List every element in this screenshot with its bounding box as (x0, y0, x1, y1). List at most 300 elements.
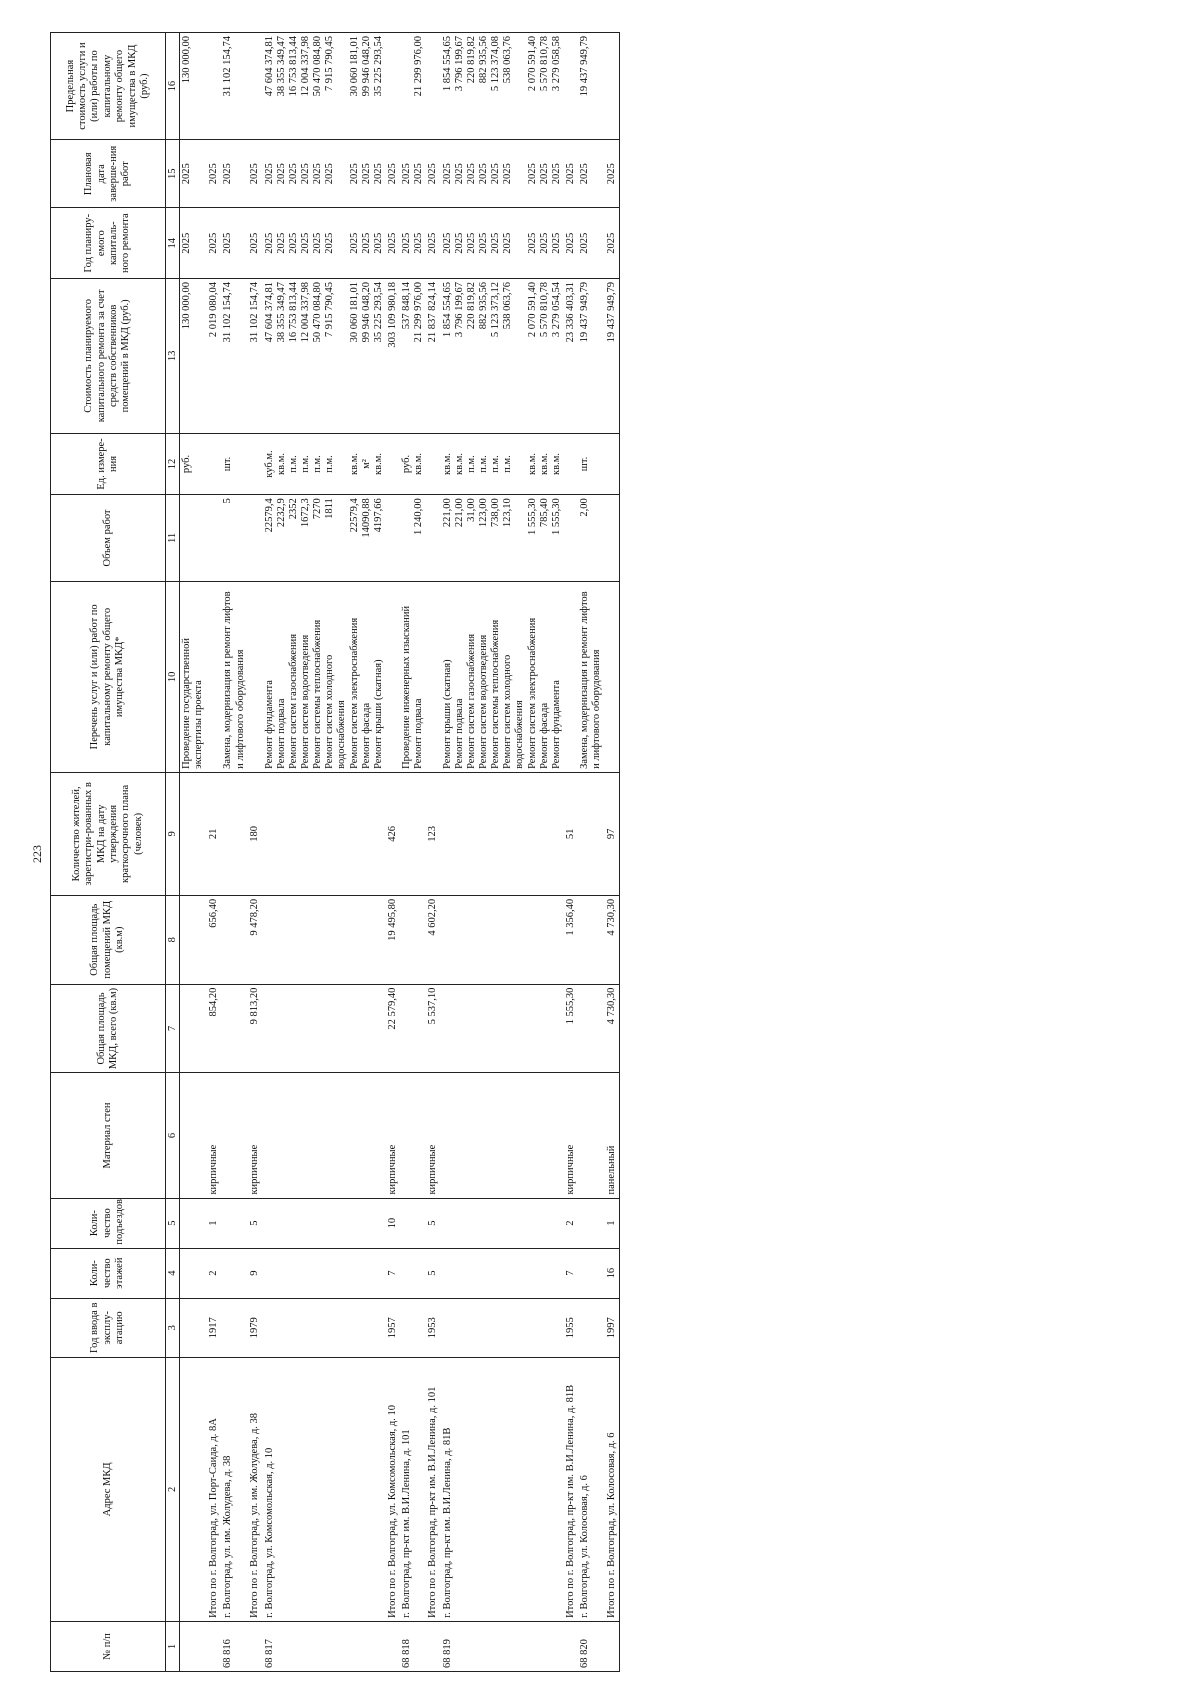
total-area: 854,20 (207, 984, 221, 1073)
unit-cell (564, 433, 578, 494)
completion-date: 2025 (181, 163, 192, 185)
residents (400, 772, 426, 895)
limit-cost (249, 36, 261, 136)
completion-date: 2025 (413, 163, 425, 185)
work-volume: 1811 (323, 498, 335, 519)
planned-year-cell (221, 208, 248, 279)
work-volume: 4197,66 (372, 498, 384, 533)
work-volume: 2,00 (579, 498, 591, 517)
total-area (180, 984, 208, 1073)
completion-date: 2025 (538, 163, 550, 185)
planned-year-cell (207, 208, 221, 279)
limit-cost-cell (221, 33, 248, 140)
planned-year: 2025 (427, 232, 439, 254)
limit-cost: 30 060 181,01 (348, 36, 360, 97)
limit-cost (208, 36, 220, 136)
row-number: 68 819 (441, 1621, 564, 1671)
wall-material: кирпичные (426, 1073, 440, 1198)
completion-date: 2025 (386, 163, 398, 185)
floors: 16 (605, 1248, 620, 1298)
completion-date-cell (386, 140, 400, 208)
column-number: 11 (166, 495, 180, 582)
limit-cost-cell (248, 33, 262, 140)
work-item (208, 585, 220, 769)
address: г. Волгоград, ул. им. Жолудева, д. 38 (221, 1357, 248, 1621)
row-number (564, 1621, 578, 1671)
wall-material (400, 1073, 426, 1198)
premises-area: 9 478,20 (248, 895, 262, 984)
residents: 426 (386, 772, 400, 895)
column-number: 14 (166, 208, 180, 279)
year-built: 1955 (564, 1298, 578, 1357)
limit-cost: 130 000,00 (181, 36, 192, 84)
planned-cost: 220 819,82 (465, 281, 477, 330)
unit: руб. (181, 454, 192, 474)
planned-cost: 7 915 790,45 (323, 281, 335, 338)
planned-year: 2025 (360, 232, 372, 254)
floors: 9 (248, 1248, 262, 1298)
completion-date: 2025 (477, 163, 489, 185)
unit: кв.м. (413, 453, 425, 475)
planned-cost: 31 102 154,74 (249, 281, 261, 343)
planned-cost: 12 004 337,98 (299, 281, 311, 343)
floors (400, 1248, 426, 1298)
limit-cost-cell (400, 33, 426, 140)
work-volume: 123,00 (477, 498, 489, 528)
unit (387, 437, 399, 491)
work-volume: 1 555,30 (526, 498, 538, 535)
work-item-cell (221, 581, 248, 772)
row-number: 68 817 (263, 1621, 386, 1671)
unit: кв.м. (348, 453, 360, 475)
work-volume: 785,40 (538, 498, 550, 528)
planned-year: 2025 (606, 232, 618, 254)
completion-date: 2025 (263, 163, 275, 185)
address (180, 1357, 208, 1621)
year-built: 1979 (248, 1298, 262, 1357)
work-item: Ремонт систем электроснабжения (348, 617, 360, 769)
work-item: Ремонт систем холодного водоснабжения (323, 654, 348, 769)
work-item: Ремонт системы теплоснабжения (489, 619, 501, 769)
completion-date: 2025 (287, 163, 299, 185)
planned-year-cell (564, 208, 578, 279)
completion-date: 2025 (401, 163, 413, 185)
limit-cost: 882 935,56 (477, 36, 489, 84)
work-volume (249, 498, 261, 578)
limit-cost: 12 004 337,98 (299, 36, 311, 97)
row-number (207, 1621, 221, 1671)
column-number-row (166, 33, 180, 1672)
wall-material (578, 1073, 605, 1198)
work-volume: 2352 (287, 498, 299, 520)
unit-cell (248, 433, 262, 494)
unit: п.м. (323, 455, 335, 473)
unit: куб.м. (263, 450, 275, 478)
limit-cost: 538 063,76 (501, 36, 513, 84)
premises-area: 19 495,80 (386, 895, 400, 984)
unit: п.м. (501, 455, 513, 473)
premises-area (578, 895, 605, 984)
work-volume (387, 498, 399, 578)
address-row (578, 33, 605, 1672)
planned-cost: 538 063,76 (501, 281, 513, 330)
limit-cost-cell (263, 33, 386, 140)
completion-date: 2025 (360, 163, 372, 185)
row-number (180, 1621, 208, 1671)
planned-year: 2025 (181, 232, 192, 254)
floors: 7 (564, 1248, 578, 1298)
column-number: 8 (166, 895, 180, 984)
planned-cost: 31 102 154,74 (222, 281, 234, 343)
work-item-cell (400, 581, 426, 772)
unit: м² (360, 459, 372, 469)
planned-year: 2025 (501, 232, 513, 254)
column-number: 2 (166, 1357, 180, 1621)
premises-area: 1 356,40 (564, 895, 578, 984)
unit-cell (207, 433, 221, 494)
planned-cost: 1 854 554,65 (441, 281, 453, 338)
unit-cell (263, 433, 386, 494)
column-header: Плановая дата заверше-ния работ (51, 140, 166, 208)
unit: п.м. (299, 455, 311, 473)
planned-cost-cell (441, 278, 564, 433)
planned-year-cell (180, 208, 208, 279)
planned-cost: 537 848,14 (401, 281, 413, 330)
work-item: Ремонт фундамента (263, 680, 275, 769)
column-number: 15 (166, 140, 180, 208)
work-item: Проведение государственной экспертизы проекта (181, 638, 205, 769)
limit-cost: 16 753 813,44 (287, 36, 299, 97)
completion-date-cell (426, 140, 440, 208)
planned-year: 2025 (287, 232, 299, 254)
entrances: 1 (605, 1198, 620, 1248)
work-volume-cell (180, 495, 208, 582)
completion-date: 2025 (526, 163, 538, 185)
total-area: 5 537,10 (426, 984, 440, 1073)
work-volume-cell (441, 495, 564, 582)
work-item: Ремонт фасада (360, 702, 372, 769)
address: Итого по г. Волгоград, пр-кт им. В.И.Ленина, д. 81В (564, 1357, 578, 1621)
residents (221, 772, 248, 895)
completion-date: 2025 (453, 163, 465, 185)
completion-date-cell (248, 140, 262, 208)
entrances: 5 (248, 1198, 262, 1248)
work-volume: 22579,4 (263, 498, 275, 533)
unit: кв.м. (526, 453, 538, 475)
planned-year: 2025 (401, 232, 413, 254)
planned-cost: 19 437 949,79 (579, 281, 591, 343)
column-header: Год планиру-емого капиталь-ного ремонта (51, 208, 166, 279)
year-built (400, 1298, 426, 1357)
column-number: 16 (166, 33, 180, 140)
unit-cell (578, 433, 605, 494)
total-area (578, 984, 605, 1073)
unit: шт. (579, 456, 591, 472)
address: Итого по г. Волгоград, ул. им. Жолудева, д. 38 (248, 1357, 262, 1621)
year-built (221, 1298, 248, 1357)
limit-cost: 47 604 374,81 (263, 36, 275, 97)
residents: 51 (564, 772, 578, 895)
unit (249, 437, 261, 491)
planned-year: 2025 (372, 232, 384, 254)
completion-date-cell (578, 140, 605, 208)
address-row (263, 33, 386, 1672)
planned-year: 2025 (441, 232, 453, 254)
completion-date-cell (180, 140, 208, 208)
column-header: Стоимость планируемого капитального ремонта за счет средств собственников помещений в МКД (руб.) (51, 278, 166, 433)
planned-cost-cell (386, 278, 400, 433)
completion-date: 2025 (441, 163, 453, 185)
planned-year: 2025 (311, 232, 323, 254)
limit-cost: 5 570 810,78 (538, 36, 550, 92)
column-header: Год ввода в эксплу-атацию (51, 1298, 166, 1357)
wall-material: кирпичные (386, 1073, 400, 1198)
address-row (400, 33, 426, 1672)
column-number: 3 (166, 1298, 180, 1357)
residents: 21 (207, 772, 221, 895)
planned-year-cell (426, 208, 440, 279)
work-item: Ремонт подвала (275, 698, 287, 769)
summary-row (386, 33, 400, 1672)
work-item: Ремонт систем электроснабжения (526, 617, 538, 769)
planned-year: 2025 (275, 232, 287, 254)
work-item: Ремонт систем водоотведения (299, 634, 311, 769)
premises-area (221, 895, 248, 984)
work-volume (565, 498, 577, 578)
unit: руб. (401, 454, 413, 474)
unit-cell (386, 433, 400, 494)
column-header: Адрес МКД (51, 1357, 166, 1621)
address: г. Волгоград, ул. Комсомольская, д. 10 (263, 1357, 386, 1621)
completion-date: 2025 (606, 163, 618, 185)
work-volume: 31,00 (465, 498, 477, 522)
planned-cost-cell (426, 278, 440, 433)
premises-area: 4 730,30 (605, 895, 620, 984)
work-item (565, 585, 577, 769)
page-number: 223 (30, 845, 44, 863)
summary-row (426, 33, 440, 1672)
planned-year: 2025 (263, 232, 275, 254)
work-volume: 14090,88 (360, 498, 372, 538)
column-header: Предельная стоимость услуги и (или) работы по капитальному ремонту общего имущества в МКД (руб.) (51, 33, 166, 140)
planned-cost-cell (578, 278, 605, 433)
completion-date-cell (441, 140, 564, 208)
unit-cell (441, 433, 564, 494)
column-header: Перечень услуг и (или) работ по капитальному ремонту общего имущества МКД* (51, 581, 166, 772)
summary-row (207, 33, 221, 1672)
wall-material: кирпичные (248, 1073, 262, 1198)
planned-year: 2025 (386, 232, 398, 254)
work-item (387, 585, 399, 769)
planned-year-cell (400, 208, 426, 279)
work-volume (427, 498, 439, 578)
unit (208, 437, 220, 491)
address: Итого по г. Волгоград, пр-кт им. В.И.Ленина, д. 101 (426, 1357, 440, 1621)
address: Итого по г. Волгоград, ул. Комсомольская, д. 10 (386, 1357, 400, 1621)
summary-row (180, 33, 208, 1672)
work-volume-cell (564, 495, 578, 582)
year-built: 1953 (426, 1298, 440, 1357)
limit-cost: 2 070 591,40 (526, 36, 538, 92)
limit-cost-cell (386, 33, 400, 140)
planned-cost: 30 060 181,01 (348, 281, 360, 343)
limit-cost: 31 102 154,74 (222, 36, 234, 97)
limit-cost: 38 355 349,47 (275, 36, 287, 97)
completion-date: 2025 (299, 163, 311, 185)
floors: 2 (207, 1248, 221, 1298)
completion-date: 2025 (311, 163, 323, 185)
total-area (263, 984, 386, 1073)
limit-cost-cell (207, 33, 221, 140)
planned-cost-cell (400, 278, 426, 433)
work-item-cell (180, 581, 208, 772)
planned-cost: 2 019 080,04 (208, 281, 219, 338)
planned-year: 2025 (323, 232, 335, 254)
planned-cost: 5 123 373,12 (489, 281, 501, 338)
residents (263, 772, 386, 895)
work-item: Ремонт систем водоотведения (477, 634, 489, 769)
limit-cost: 5 123 374,08 (489, 36, 501, 92)
column-header: Общая площадь помещений МКД (кв.м) (51, 895, 166, 984)
planned-cost: 303 109 980,18 (386, 281, 398, 348)
entrances: 5 (426, 1198, 440, 1248)
entrances: 10 (386, 1198, 400, 1248)
work-volume-cell (386, 495, 400, 582)
planned-year: 2025 (453, 232, 465, 254)
work-volume-cell (605, 495, 620, 582)
repair-plan-table (50, 32, 620, 1672)
planned-cost: 130 000,00 (181, 281, 192, 330)
work-item: Ремонт крыши (скатная) (441, 659, 453, 769)
planned-year-cell (578, 208, 605, 279)
work-item-cell (578, 581, 605, 772)
limit-cost: 220 819,82 (465, 36, 477, 84)
completion-date: 2025 (275, 163, 287, 185)
address-row (221, 33, 248, 1672)
total-area (400, 984, 426, 1073)
table-body (180, 33, 620, 1672)
column-number: 7 (166, 984, 180, 1073)
completion-date: 2025 (564, 163, 576, 185)
work-item-cell (263, 581, 386, 772)
premises-area (263, 895, 386, 984)
column-number: 6 (166, 1073, 180, 1198)
planned-year: 2025 (348, 232, 360, 254)
unit-cell (426, 433, 440, 494)
planned-year: 2025 (222, 232, 234, 254)
column-number: 10 (166, 581, 180, 772)
limit-cost-cell (578, 33, 605, 140)
unit: п.м. (287, 455, 299, 473)
planned-year: 2025 (477, 232, 489, 254)
unit: шт. (222, 456, 234, 472)
premises-area (400, 895, 426, 984)
floors (180, 1248, 208, 1298)
unit: кв.м. (372, 453, 384, 475)
planned-year: 2025 (299, 232, 311, 254)
unit-cell (180, 433, 208, 494)
premises-area: 656,40 (207, 895, 221, 984)
limit-cost: 3 279 058,58 (550, 36, 562, 92)
unit: п.м. (311, 455, 323, 473)
planned-cost: 882 935,56 (477, 281, 489, 330)
planned-cost: 99 946 048,20 (360, 281, 372, 343)
row-number: 68 816 (221, 1621, 248, 1671)
year-built: 1917 (207, 1298, 221, 1357)
work-item: Замена, модернизация и ремонт лифтов и лифтового оборудования (579, 591, 603, 769)
limit-cost (565, 36, 577, 136)
unit (565, 437, 577, 491)
completion-date: 2025 (579, 163, 591, 185)
column-header: Материал стен (51, 1073, 166, 1198)
total-area: 1 555,30 (564, 984, 578, 1073)
limit-cost: 21 299 976,00 (413, 36, 425, 97)
work-volume-cell (207, 495, 221, 582)
completion-date: 2025 (208, 163, 219, 185)
unit: кв.м. (550, 453, 562, 475)
unit: п.м. (477, 455, 489, 473)
planned-cost: 2 070 591,40 (526, 281, 538, 338)
residents: 180 (248, 772, 262, 895)
work-item: Ремонт крыши (скатная) (372, 659, 384, 769)
planned-cost-cell (564, 278, 578, 433)
unit-cell (400, 433, 426, 494)
limit-cost-cell (180, 33, 208, 140)
planned-year: 2025 (564, 232, 576, 254)
limit-cost (387, 36, 399, 136)
table-header (51, 33, 180, 1672)
unit: кв.м. (538, 453, 550, 475)
work-volume (208, 498, 220, 578)
work-item: Ремонт систем газоснабжения (287, 633, 299, 769)
floors (263, 1248, 386, 1298)
planned-year-cell (263, 208, 386, 279)
planned-year: 2025 (526, 232, 538, 254)
work-item: Ремонт систем холодного водоснабжения (501, 654, 526, 769)
work-volume (401, 498, 413, 578)
planned-cost-cell (221, 278, 248, 433)
planned-cost-cell (248, 278, 262, 433)
completion-date: 2025 (249, 163, 261, 185)
planned-cost: 16 753 813,44 (287, 281, 299, 343)
planned-year: 2025 (538, 232, 550, 254)
floors: 7 (386, 1248, 400, 1298)
entrances (441, 1198, 564, 1248)
wall-material: кирпичные (207, 1073, 221, 1198)
planned-cost: 35 225 293,54 (372, 281, 384, 343)
column-number: 5 (166, 1198, 180, 1248)
wall-material (180, 1073, 208, 1198)
year-built (263, 1298, 386, 1357)
column-number: 9 (166, 772, 180, 895)
work-item: Ремонт фундамента (550, 680, 562, 769)
row-number (605, 1621, 620, 1671)
column-header: Количество жителей, зарегистри-рованных в МКД на дату утверждения краткосрочного плана (человек) (51, 772, 166, 895)
year-built: 1997 (605, 1298, 620, 1357)
limit-cost: 35 225 293,54 (372, 36, 384, 97)
residents (180, 772, 208, 895)
limit-cost: 50 470 084,80 (311, 36, 323, 97)
column-number: 13 (166, 278, 180, 433)
unit: кв.м. (441, 453, 453, 475)
column-header: Коли-чество этажей (51, 1248, 166, 1298)
completion-date-cell (263, 140, 386, 208)
completion-date: 2025 (222, 163, 234, 185)
work-item-cell (386, 581, 400, 772)
completion-date: 2025 (372, 163, 384, 185)
work-item: Проведение инженерных изысканий (401, 605, 413, 769)
wall-material: кирпичные (564, 1073, 578, 1198)
